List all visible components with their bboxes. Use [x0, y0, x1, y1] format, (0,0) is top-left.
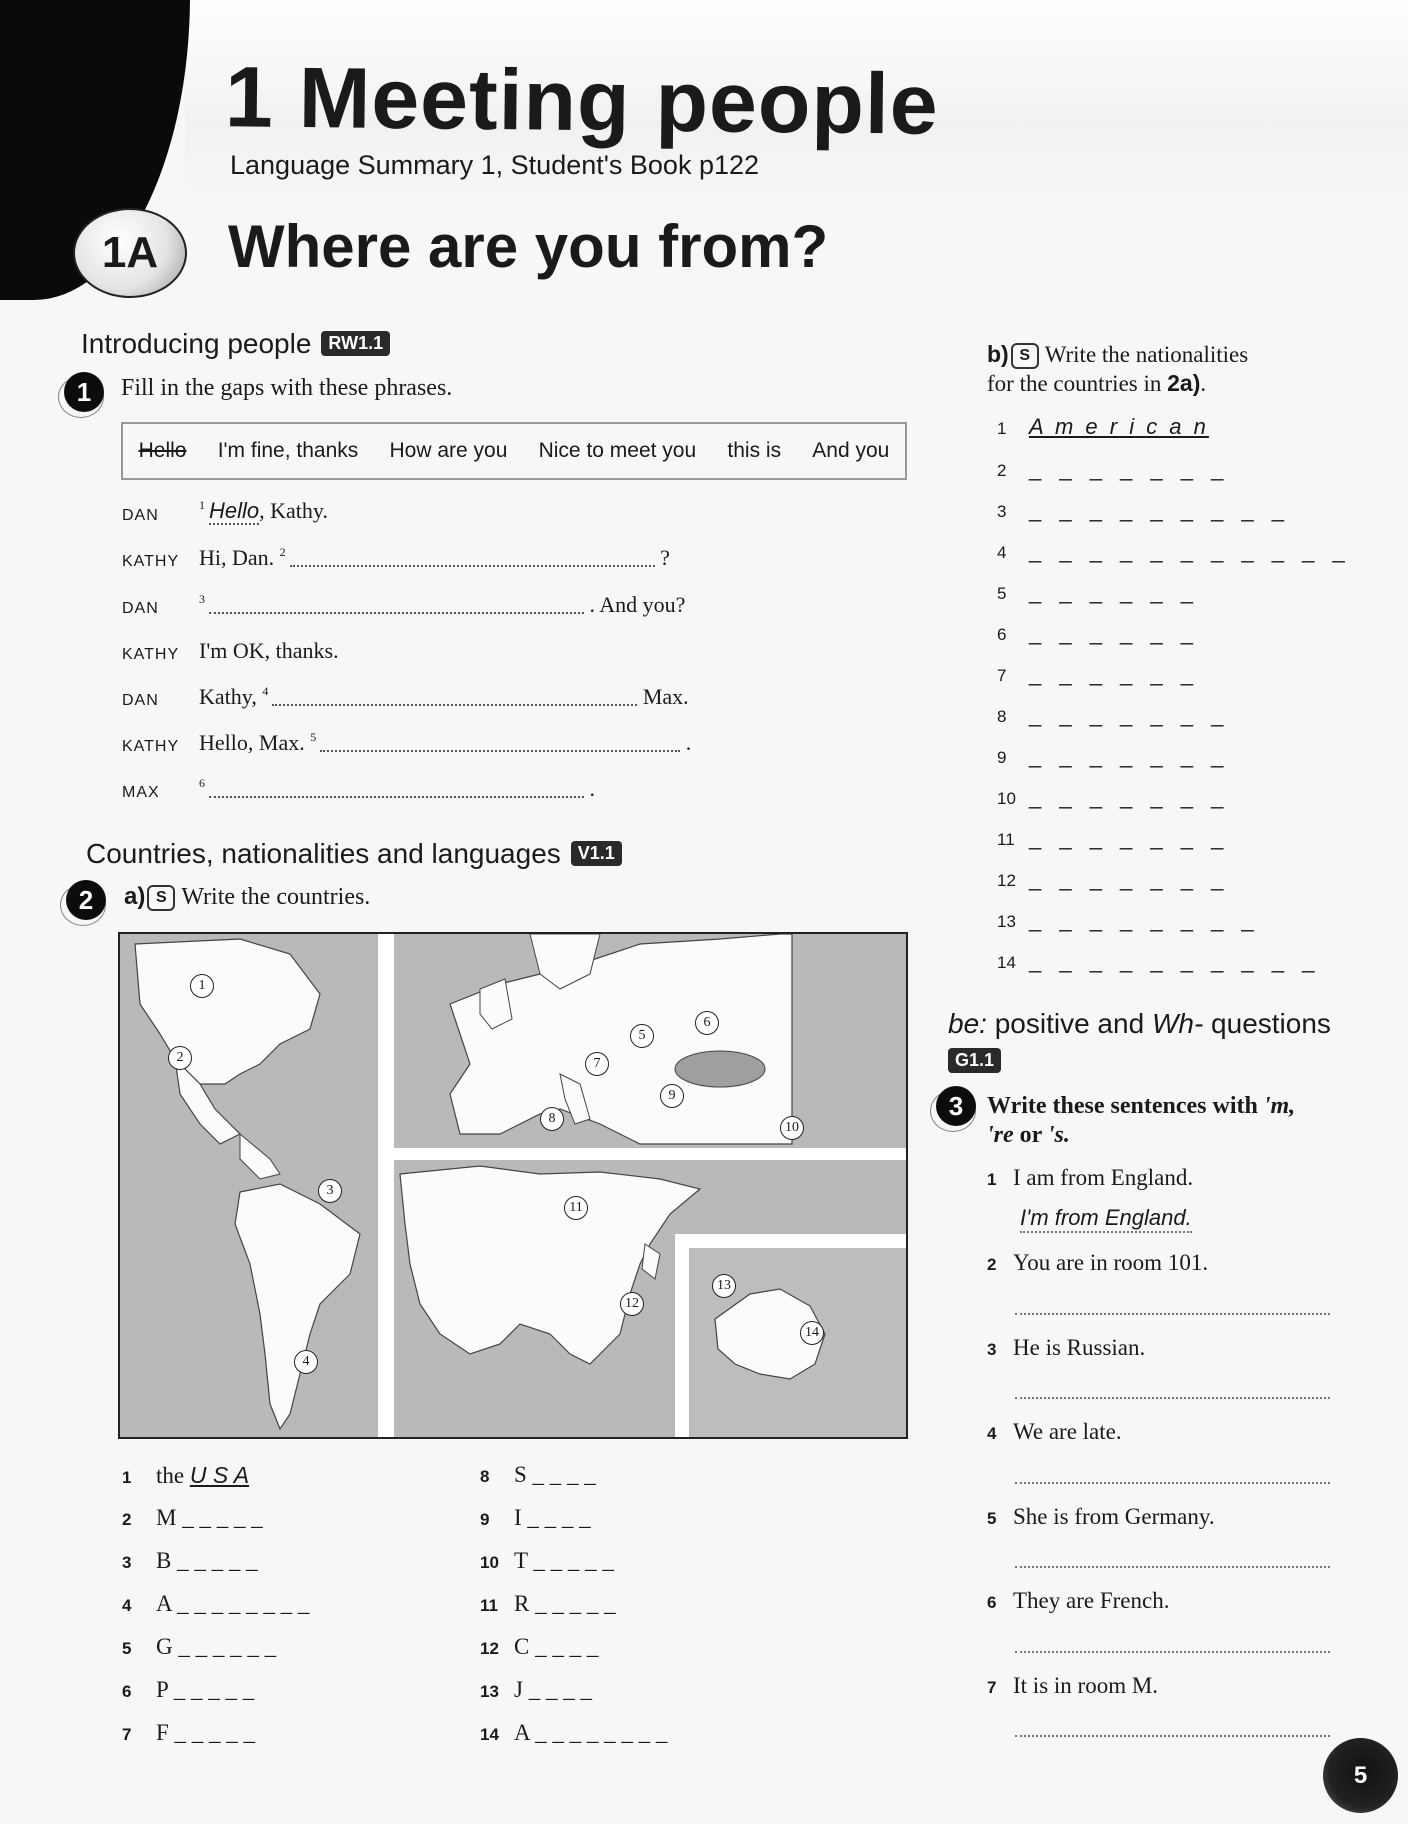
dialogue-text: I'm OK, thanks. [199, 638, 339, 663]
map-marker: 11 [564, 1196, 588, 1220]
section-heading-text: Countries, nationalities and languages [86, 838, 561, 869]
sentence-item: 7 It is in room M. [987, 1673, 1159, 1698]
unit-title: Where are you from? [228, 213, 829, 280]
speaker-label: DAN [122, 507, 159, 524]
sentence-item: 3 He is Russian. [987, 1335, 1146, 1360]
nationality-item: 9 _ _ _ _ _ _ _ [997, 743, 1230, 768]
dialogue-line [199, 730, 691, 756]
answer-line[interactable] [1015, 1651, 1330, 1653]
exercise-1-instruction: Fill in the gaps with these phrases. [121, 375, 453, 401]
country-item: 6 P _ _ _ _ _ [122, 1677, 255, 1702]
dialogue-line [199, 592, 685, 618]
exercise-2b-instruction [987, 340, 1387, 398]
phrase-item: Nice to meet you [538, 439, 697, 462]
instruction-text: Write the nationalities [1044, 342, 1249, 367]
exercise-number-2: 2 [66, 880, 106, 920]
gap-answer[interactable]: Hello [209, 498, 260, 523]
gap-number: 4 [262, 684, 269, 698]
phrase-item: How are you [389, 439, 508, 462]
nationality-item: 5 _ _ _ _ _ _ [997, 579, 1199, 604]
phrase-box [121, 422, 907, 480]
dialogue-line [199, 776, 595, 802]
map-marker: 8 [540, 1107, 564, 1131]
sentence-item: 5 She is from Germany. [987, 1504, 1215, 1529]
speaker-label: DAN [122, 600, 159, 617]
gap-number: 2 [279, 545, 286, 559]
instruction-text: for the countries in [987, 371, 1162, 396]
instruction-ref: 2a) [1167, 370, 1201, 396]
part-label: a) [124, 883, 146, 910]
dialogue-line [199, 638, 339, 664]
speaker-label: DAN [122, 692, 159, 709]
answer-gap[interactable] [209, 780, 584, 798]
speaker-label: KATHY [122, 553, 180, 570]
country-item: 10 T _ _ _ _ _ [480, 1548, 614, 1573]
phrase-item: Hello [138, 439, 187, 462]
s-box: S [1011, 343, 1039, 369]
nationality-item: 6 _ _ _ _ _ _ [997, 620, 1199, 645]
exercise-2a-instruction [124, 883, 370, 911]
sentence-answer[interactable]: I'm from England. [1020, 1205, 1192, 1233]
dialogue-text: ? [660, 545, 670, 570]
country-answer[interactable]: U S A [189, 1462, 250, 1488]
sentence-item: 2 You are in room 101. [987, 1250, 1209, 1275]
heading-italic: be: [948, 1008, 987, 1039]
country-item: 13 J _ _ _ _ [480, 1677, 592, 1702]
instruction-text: . [1200, 371, 1207, 396]
dialogue-text: . [589, 776, 595, 801]
nationality-item: 8 _ _ _ _ _ _ _ [997, 702, 1230, 727]
country-item: 11 R _ _ _ _ _ [480, 1591, 616, 1616]
dialogue-text: Hello, Max. [199, 730, 305, 755]
map-marker: 10 [780, 1116, 804, 1140]
speaker-label: MAX [122, 784, 160, 801]
sentence-item: 6 They are French. [987, 1588, 1170, 1613]
nationality-item: 7 _ _ _ _ _ _ [997, 661, 1199, 686]
exercise-3-instruction: Write these sentences with 'm, 're or 's. [987, 1093, 1296, 1148]
world-map [118, 932, 908, 1439]
map-marker: 14 [800, 1321, 824, 1345]
nationality-item: 2 _ _ _ _ _ _ _ [997, 456, 1230, 481]
section-heading-countries [86, 838, 622, 870]
nationality-item: 13 _ _ _ _ _ _ _ _ [997, 907, 1260, 932]
answer-line[interactable] [1015, 1482, 1330, 1484]
speaker-label: KATHY [122, 738, 180, 755]
exercise-number-3: 3 [936, 1086, 976, 1126]
unit-badge: 1A [73, 208, 187, 298]
country-item: 5 G _ _ _ _ _ _ [122, 1634, 277, 1659]
reference-tag: V1.1 [571, 841, 622, 866]
dialogue-text: . [685, 730, 692, 755]
speaker-label: KATHY [122, 646, 180, 663]
answer-line[interactable] [1015, 1735, 1330, 1737]
country-item: 12 C _ _ _ _ [480, 1634, 599, 1659]
answer-gap[interactable] [320, 734, 680, 752]
page-title: 1 Meeting people [224, 49, 940, 153]
gap-number: 3 [199, 592, 205, 606]
answer-line[interactable] [1015, 1566, 1330, 1568]
dialogue-line [199, 684, 689, 710]
nationality-item: 10 _ _ _ _ _ _ _ [997, 784, 1230, 809]
reference-tag: RW1.1 [321, 331, 390, 356]
part-label: b) [987, 341, 1009, 367]
s-box: S [147, 885, 175, 911]
nationality-item: 14 _ _ _ _ _ _ _ _ _ _ [997, 948, 1321, 973]
reference-tag: G1.1 [948, 1048, 1001, 1073]
country-item: 3 B _ _ _ _ _ [122, 1548, 258, 1573]
dialogue-text: Kathy, [199, 684, 257, 709]
answer-gap[interactable] [290, 549, 655, 567]
phrase-item: this is [727, 439, 782, 462]
map-marker: 13 [712, 1274, 736, 1298]
map-marker: 1 [190, 974, 214, 998]
section-heading-text: Introducing people [81, 328, 312, 359]
map-marker: 7 [585, 1052, 609, 1076]
map-marker: 4 [294, 1350, 318, 1374]
nationality-answer[interactable]: A m e r i c a n [1029, 414, 1209, 439]
country-item: 7 F _ _ _ _ _ [122, 1720, 256, 1745]
section-heading-introducing [81, 328, 390, 360]
gap-number: 5 [310, 730, 317, 744]
nationality-item: 12 _ _ _ _ _ _ _ [997, 866, 1230, 891]
map-marker: 2 [168, 1046, 192, 1070]
dialogue-text: Hi, Dan. [199, 545, 275, 570]
nationality-item: 4 _ _ _ _ _ _ _ _ _ _ _ [997, 538, 1351, 563]
gap-number: 6 [199, 776, 205, 790]
section-heading-be: be: positive and Wh- questions [948, 1008, 1331, 1039]
dialogue-text: Max. [642, 684, 689, 709]
dialogue-line [199, 545, 670, 571]
phrase-item: And you [812, 439, 890, 462]
country-item: 1 the U S A [122, 1462, 250, 1488]
dialogue-text: , Kathy. [259, 498, 328, 523]
answer-line[interactable] [1015, 1313, 1330, 1315]
phrase-item: I'm fine, thanks [217, 439, 359, 462]
country-item: 9 I _ _ _ _ [480, 1505, 591, 1530]
nationality-item: 3 _ _ _ _ _ _ _ _ _ [997, 497, 1291, 522]
country-item: 14 A _ _ _ _ _ _ _ _ [480, 1720, 668, 1745]
answer-gap[interactable] [272, 688, 637, 706]
country-item: 8 S _ _ _ _ [480, 1462, 596, 1487]
map-marker: 12 [620, 1292, 644, 1316]
instruction-text: Write the countries. [181, 884, 371, 910]
gap-number: 1 [199, 498, 205, 512]
exercise-number-1: 1 [64, 372, 104, 412]
nationality-item: 1 A m e r i c a n [997, 414, 1209, 439]
dialogue-text: . And you? [589, 592, 686, 617]
answer-gap[interactable] [209, 596, 584, 614]
country-item: 4 A _ _ _ _ _ _ _ _ [122, 1591, 310, 1616]
answer-line[interactable] [1015, 1397, 1330, 1399]
map-marker: 3 [318, 1179, 342, 1203]
map-marker: 9 [660, 1084, 684, 1108]
sentence-item: 4 We are late. [987, 1419, 1122, 1444]
dialogue-line [199, 498, 328, 524]
map-graphic [120, 934, 906, 1437]
page-subtitle: Language Summary 1, Student's Book p122 [230, 150, 760, 180]
reference-tag-wrap [948, 1048, 1001, 1075]
sentence-item: 1 I am from England. [987, 1165, 1194, 1190]
page-number: 5 [1323, 1738, 1398, 1813]
map-marker: 5 [630, 1024, 654, 1048]
nationality-item: 11 _ _ _ _ _ _ _ [997, 825, 1230, 850]
map-marker: 6 [695, 1011, 719, 1035]
country-item: 2 M _ _ _ _ _ [122, 1505, 263, 1530]
